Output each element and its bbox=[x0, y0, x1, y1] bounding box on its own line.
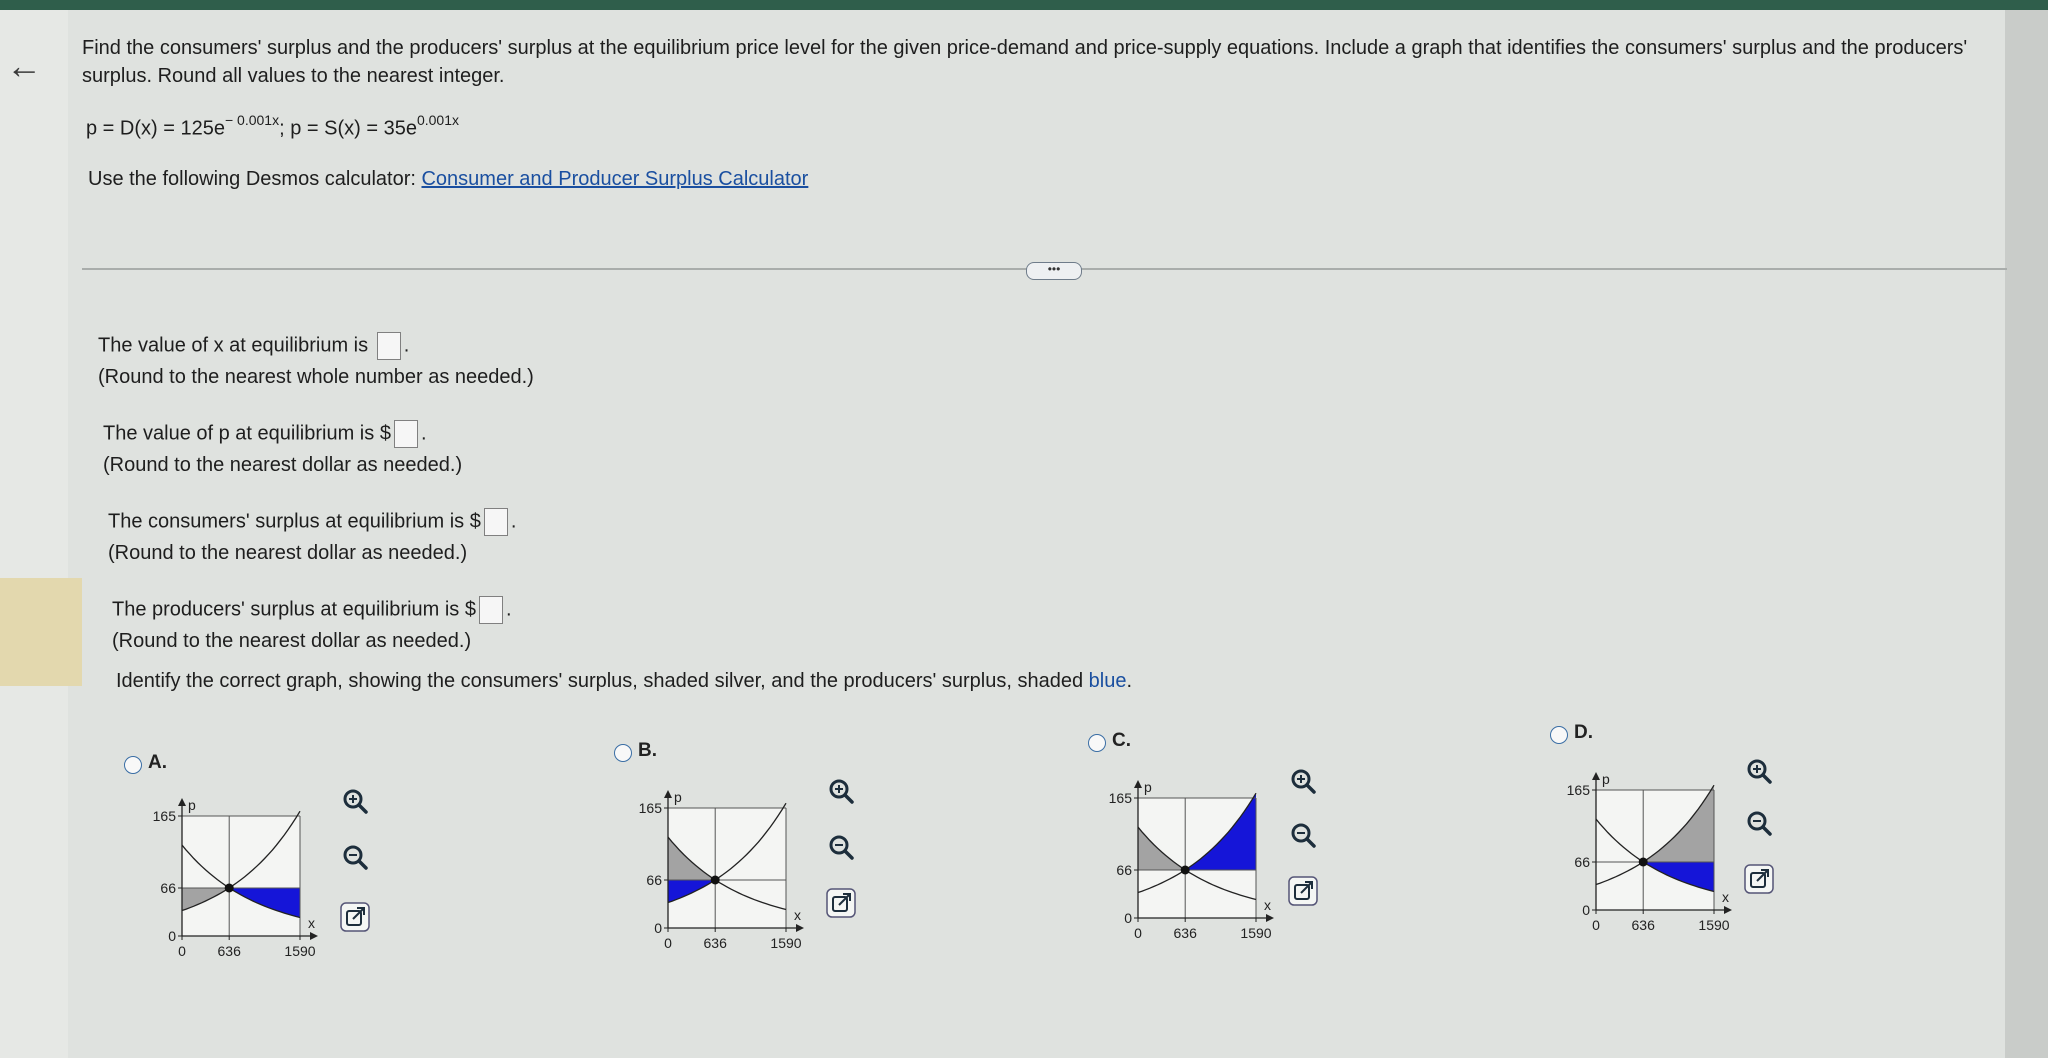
y-axis-label: p bbox=[1602, 771, 1610, 787]
supply-equation: p = S(x) = 35e bbox=[290, 117, 417, 140]
left-gutter bbox=[0, 10, 68, 1058]
identify-period: . bbox=[1126, 670, 1132, 692]
desmos-text: Use the following Desmos calculator: bbox=[88, 168, 422, 190]
x-axis-arrow bbox=[796, 924, 804, 932]
y-tick-label: 0 bbox=[1582, 902, 1590, 918]
equation bbox=[86, 114, 459, 141]
prompt-prefix: $ bbox=[464, 598, 476, 621]
zoom-out-icon[interactable] bbox=[1288, 820, 1318, 850]
supply-exponent: 0.001x bbox=[416, 112, 459, 128]
x-tick-label: 636 bbox=[703, 935, 727, 951]
x-axis-arrow bbox=[310, 932, 318, 940]
y-tick-label: 0 bbox=[168, 928, 176, 944]
plot-area bbox=[182, 816, 300, 936]
prompt-text: The value of x at equilibrium is bbox=[98, 334, 374, 357]
y-tick-label: 165 bbox=[152, 808, 176, 824]
zoom-in-icon[interactable] bbox=[826, 776, 856, 806]
equation-separator: ; bbox=[279, 117, 291, 140]
graph-option-c bbox=[1096, 768, 1296, 948]
question-text: Find the consumers' surplus and the producers' surplus at the equilibrium price level for the given price-demand and price-supply equations. Include a graph that identifies the consumers' surplus and the producers' surplus. Round all values to the nearest integer. bbox=[82, 37, 1968, 87]
y-axis-label: p bbox=[674, 789, 682, 805]
x-axis-label: x bbox=[1722, 889, 1729, 905]
y-axis-arrow bbox=[1592, 772, 1600, 780]
x-tick-label: 0 bbox=[664, 935, 672, 951]
prompt-hint: (Round to the nearest dollar as needed.) bbox=[103, 454, 463, 476]
x-tick-label: 0 bbox=[1592, 917, 1600, 933]
prompt-hint: (Round to the nearest dollar as needed.) bbox=[108, 542, 468, 564]
external-link-icon[interactable] bbox=[1744, 864, 1774, 894]
prompt-x-equilibrium: The value of x at equilibrium is . bbox=[98, 332, 409, 360]
prompt-hint: (Round to the nearest whole number as needed.) bbox=[98, 366, 534, 388]
y-tick-label: 0 bbox=[1124, 910, 1132, 926]
prompt-producers-surplus: The producers' surplus at equilibrium is $ . bbox=[112, 596, 512, 624]
equilibrium-point bbox=[711, 876, 720, 885]
producers-surplus-input[interactable] bbox=[479, 596, 503, 624]
x-tick-label: 0 bbox=[1134, 925, 1142, 941]
zoom-in-icon[interactable] bbox=[1288, 766, 1318, 796]
external-link-icon[interactable] bbox=[1288, 876, 1318, 906]
equilibrium-point bbox=[225, 884, 234, 893]
y-tick-label: 165 bbox=[1108, 790, 1132, 806]
prompt-p-equilibrium: The value of p at equilibrium is $ . bbox=[103, 420, 427, 448]
y-tick-label: 66 bbox=[1574, 854, 1590, 870]
option-a-label: A. bbox=[148, 752, 167, 773]
prompt-text: The value of p at equilibrium is bbox=[103, 422, 380, 445]
identify-instruction bbox=[116, 670, 1132, 693]
top-bar bbox=[0, 0, 2048, 10]
right-edge bbox=[2005, 10, 2048, 1058]
x-axis-label: x bbox=[1264, 897, 1271, 913]
y-axis-label: p bbox=[1144, 779, 1152, 795]
option-b-label: B. bbox=[638, 740, 657, 761]
consumers-surplus-input[interactable] bbox=[484, 508, 508, 536]
prompt-consumers-surplus: The consumers' surplus at equilibrium is $ . bbox=[108, 508, 516, 536]
prompt-prefix: $ bbox=[379, 422, 391, 445]
x-tick-label: 1590 bbox=[284, 943, 316, 959]
graph-option-d bbox=[1554, 760, 1754, 940]
y-tick-label: 165 bbox=[638, 800, 662, 816]
x-axis-arrow bbox=[1266, 914, 1274, 922]
x-tick-label: 1590 bbox=[1698, 917, 1730, 933]
y-tick-label: 66 bbox=[160, 880, 176, 896]
option-d-radio[interactable] bbox=[1550, 726, 1568, 744]
y-tick-label: 66 bbox=[1116, 862, 1132, 878]
y-axis-arrow bbox=[664, 790, 672, 798]
x-axis-label: x bbox=[308, 915, 315, 931]
x-tick-label: 1590 bbox=[770, 935, 802, 951]
graph-option-a bbox=[140, 786, 340, 966]
x-equilibrium-input[interactable] bbox=[377, 332, 401, 360]
p-equilibrium-input[interactable] bbox=[394, 420, 418, 448]
x-tick-label: 636 bbox=[1631, 917, 1655, 933]
x-tick-label: 636 bbox=[1173, 925, 1197, 941]
question-highlight bbox=[0, 578, 82, 686]
x-tick-label: 0 bbox=[178, 943, 186, 959]
graph-option-b bbox=[626, 778, 826, 958]
zoom-out-icon[interactable] bbox=[826, 832, 856, 862]
y-tick-label: 165 bbox=[1566, 782, 1590, 798]
prompt-prefix: $ bbox=[469, 510, 481, 533]
x-tick-label: 636 bbox=[217, 943, 241, 959]
option-c-radio[interactable] bbox=[1088, 734, 1106, 752]
equilibrium-point bbox=[1181, 866, 1190, 875]
option-a-radio[interactable] bbox=[124, 756, 142, 774]
demand-exponent: − 0.001x bbox=[224, 112, 280, 128]
external-link-icon[interactable] bbox=[340, 902, 370, 932]
more-button[interactable]: ••• bbox=[1026, 262, 1082, 280]
prompt-text: The consumers' surplus at equilibrium is bbox=[108, 510, 470, 533]
y-tick-label: 0 bbox=[654, 920, 662, 936]
x-axis-label: x bbox=[794, 907, 801, 923]
option-d-label: D. bbox=[1574, 722, 1593, 743]
x-axis-arrow bbox=[1724, 906, 1732, 914]
prompt-text: The producers' surplus at equilibrium is bbox=[112, 598, 465, 621]
desmos-line bbox=[88, 168, 808, 191]
identify-text: Identify the correct graph, showing the consumers' surplus, shaded silver, and the producers' surplus, shaded bbox=[116, 670, 1089, 692]
y-tick-label: 66 bbox=[646, 872, 662, 888]
option-b-radio[interactable] bbox=[614, 744, 632, 762]
desmos-link[interactable]: Consumer and Producer Surplus Calculator bbox=[421, 168, 809, 190]
demand-equation: p = D(x) = 125e bbox=[86, 117, 225, 140]
identify-blue-word: blue bbox=[1088, 670, 1127, 692]
y-axis-arrow bbox=[1134, 780, 1142, 788]
x-tick-label: 1590 bbox=[1240, 925, 1272, 941]
zoom-in-icon[interactable] bbox=[340, 786, 370, 816]
zoom-in-icon[interactable] bbox=[1744, 756, 1774, 786]
prompt-hint: (Round to the nearest dollar as needed.) bbox=[112, 630, 472, 652]
option-c-label: C. bbox=[1112, 730, 1131, 751]
zoom-out-icon[interactable] bbox=[340, 842, 370, 872]
y-axis-label: p bbox=[188, 797, 196, 813]
y-axis-arrow bbox=[178, 798, 186, 806]
back-arrow-icon[interactable]: ← bbox=[6, 45, 42, 86]
external-link-icon[interactable] bbox=[826, 888, 856, 918]
zoom-out-icon[interactable] bbox=[1744, 808, 1774, 838]
equilibrium-point bbox=[1639, 858, 1648, 867]
